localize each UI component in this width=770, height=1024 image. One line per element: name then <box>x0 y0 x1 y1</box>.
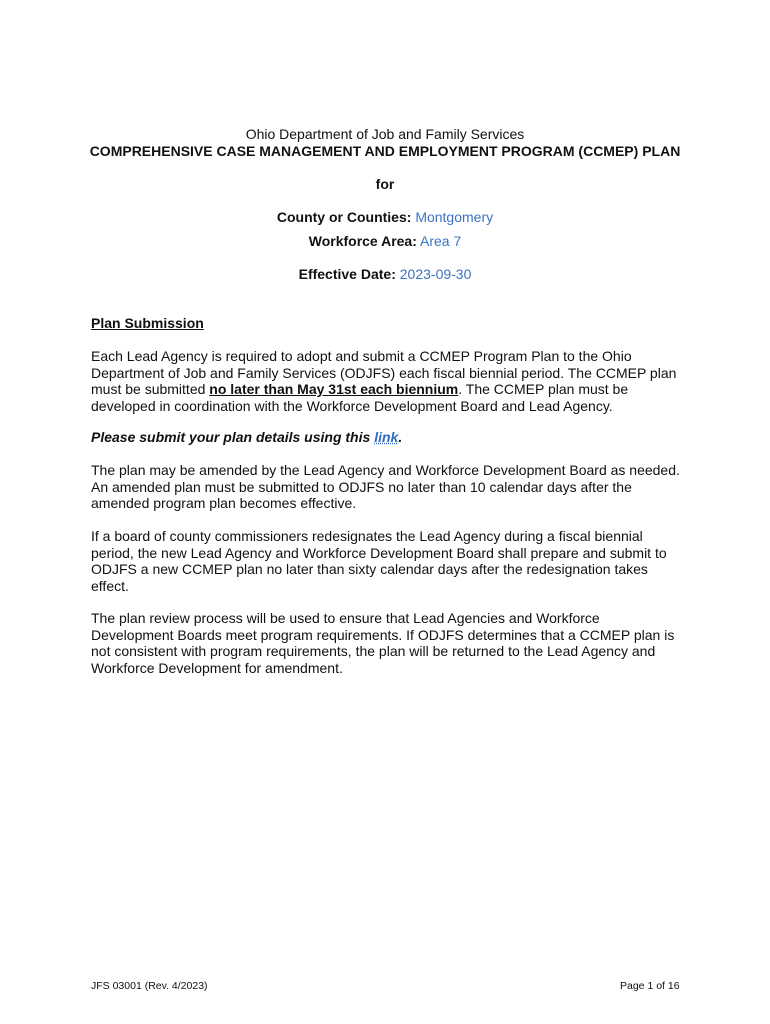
submit-end: . <box>398 429 403 445</box>
submit-instruction <box>91 429 691 446</box>
paragraph-redesignation: If a board of county commissioners redesignates the Lead Agency during a fiscal biennial period, the new Lead Agency and Workforce Development Board shall prepare and submit to ODJFS a new CCMEP plan no later than sixty calendar days after the redesignation takes effect. <box>91 528 667 594</box>
paragraph-amendment: The plan may be amended by the Lead Agency and Workforce Development Board as needed. An amended plan must be submitted to ODJFS no later than 10 calendar days after the amended program plan becomes effective. <box>91 462 680 511</box>
workforce-label: Workforce Area: <box>308 233 417 249</box>
document-title: COMPREHENSIVE CASE MANAGEMENT AND EMPLOYMENT PROGRAM (CCMEP) PLAN <box>89 143 681 159</box>
submit-link[interactable]: link <box>374 429 399 445</box>
paragraph-review-process: The plan review process will be used to ensure that Lead Agencies and Workforce Development Boards meet program requirements. If ODJFS determines that a CCMEP plan is not consistent with program requirements, the plan will be returned to the Lead Agency and Workforce Development for amendment. <box>91 610 675 676</box>
county-value: Montgomery <box>415 209 494 225</box>
county-line <box>0 209 770 226</box>
paragraph-lead-agency <box>91 348 681 414</box>
effective-date-value: 2023-09-30 <box>399 266 472 282</box>
workforce-line <box>0 233 770 250</box>
deadline-emphasis: no later than May 31st each biennium <box>209 381 459 397</box>
for-label: for <box>375 176 395 192</box>
county-label: County or Counties: <box>276 209 412 225</box>
section-heading: Plan Submission <box>91 315 204 331</box>
submit-text: Please submit your plan details using this <box>91 429 375 445</box>
paragraph-text: . The CCMEP plan must be developed in coordination with the Workforce Development Board and Lead Agency. <box>91 381 629 414</box>
paragraph-text: Each Lead Agency is required to adopt and submit a CCMEP Program Plan to the Ohio Department of Job and Family Services (ODJFS) each fiscal biennial period. The CCMEP plan must be submitted <box>91 348 677 397</box>
form-id-footer: JFS 03001 (Rev. 4/2023) <box>91 980 208 992</box>
workforce-value: Area 7 <box>420 233 462 249</box>
effective-date-line <box>0 266 770 283</box>
effective-date-label: Effective Date: <box>298 266 396 282</box>
page-number-footer: Page 1 of 16 <box>620 980 680 992</box>
department-name: Ohio Department of Job and Family Services <box>245 126 525 142</box>
